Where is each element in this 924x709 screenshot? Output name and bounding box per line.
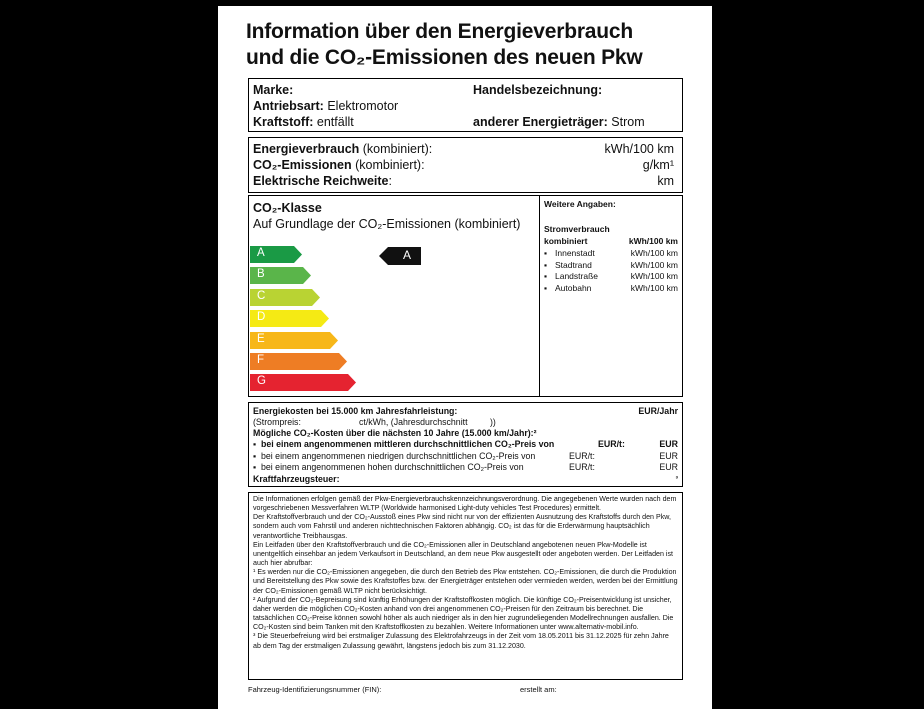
co2-cost-row-unit: EUR/t:: [598, 439, 625, 449]
stromverbrauch-item: [544, 260, 678, 272]
co2-class-bar-f: [250, 353, 348, 370]
vehicle-info-box: [248, 78, 683, 132]
co2-class-bar-label: G: [257, 375, 266, 388]
weitere-angaben-box: [539, 195, 683, 397]
strompreis-label: (Strompreis:: [253, 417, 301, 427]
reichweite-label: Elektrische Reichweite: [253, 174, 389, 188]
co2-class-bar-b: [250, 267, 312, 284]
co2-cost-row-unit: EUR/t:: [569, 450, 595, 461]
co2-class-bar-e: [250, 332, 339, 349]
bullet: ▪: [544, 271, 548, 282]
footnote-2: [253, 596, 678, 633]
anderer-energietraeger-value: Strom: [611, 115, 645, 129]
co2-class-bar-label: A: [257, 247, 265, 259]
co2-class-bar-c: [250, 289, 321, 306]
co2-cost-row-value: EUR: [659, 462, 678, 472]
costs-box: [248, 402, 683, 487]
co2-emissionen-suffix: (kombiniert):: [351, 158, 425, 172]
bullet: ▪: [253, 450, 257, 461]
antriebsart-label: Antriebsart:: [253, 99, 324, 113]
footnote-3: ³ Die Steuerbefreiung wird bei erstmaliger Zulassung des Elektrofahrzeugs in der Zeit vom 18.05.2011 bis 31.12.2025 für zehn Jahre ab dem Tag der erstmaligen Zulassung gewährt, längstens jedoch bis zum 31.12.2030.: [253, 632, 669, 650]
reichweite-suffix: :: [388, 174, 392, 188]
stromverbrauch-item-unit: kWh/100 km: [630, 271, 678, 282]
co2-cost-row-unit: EUR/t:: [569, 462, 595, 472]
energy-label-document: [218, 6, 712, 709]
kraftstoff-value: entfällt: [316, 115, 354, 129]
reichweite-unit: km: [657, 174, 674, 188]
handelsbezeichnung-label: Handelsbezeichnung:: [473, 83, 603, 97]
title-line-1: Information über den Energieverbrauch: [246, 20, 634, 43]
energiekosten-label: Energiekosten bei 15.000 km Jahresfahrleistung:: [253, 406, 458, 416]
co2-cost-row-value: EUR: [659, 450, 678, 461]
co2-class-bar-label: B: [257, 268, 265, 281]
fin-label: Fahrzeug-Identifizierungsnummer (FIN):: [248, 685, 382, 694]
bullet: ▪: [544, 259, 548, 270]
title-line-2: und die CO₂-Emissionen des neuen Pkw: [246, 46, 643, 69]
co2-class-bar-label: D: [257, 311, 266, 324]
erstellt-label: erstellt am:: [520, 685, 557, 694]
marke-label: Marke:: [253, 83, 294, 97]
co2-class-title: CO₂-Klasse: [253, 201, 322, 215]
stromverbrauch-list: [544, 248, 678, 294]
consumption-box: [248, 137, 683, 193]
kfz-steuer-note: ³: [675, 476, 678, 483]
stromverbrauch-item-unit: kWh/100 km: [630, 282, 678, 293]
stromverbrauch-item: [544, 248, 678, 260]
moegliche-co2-kosten-label: Mögliche CO₂-Kosten über die nächsten 10 Jahre (15.000 km/Jahr):²: [253, 428, 537, 438]
co2-cost-row-label: bei einem angenommenen mittleren durchschnittlichen CO₂-Preis von: [261, 439, 555, 449]
stromverbrauch-item: [544, 283, 678, 295]
co2-cost-row-label: bei einem angenommenen hohen durchschnittlichen CO₂-Preis von: [261, 462, 524, 472]
footnote-intro: Die Informationen erfolgen gemäß der Pkw-Energieverbrauchskennzeichnungsverordnung. Die angegebenen Werte wurden nach dem vorgeschriebenen Messverfahren WLTP (Worldwide harmonised Light-duty vehicles Test Procedures) ermittelt.: [253, 495, 677, 513]
footnotes-box: [248, 492, 683, 680]
co2-class-bar-label: F: [257, 354, 265, 366]
bullet: ▪: [253, 462, 257, 472]
footnote-2-c: berechnet. Die tatsächlichen CO₂-Preise können sowohl höher als auch niedriger als in den hier zugrundeliegenden Modellrechnungen ausfallen. Die CO₂-Kosten sind beim Tanken mit den Kraftstoffkosten zu bezahlen. Weitere Informationen unter www.alternativ-mobil.info.: [253, 604, 674, 632]
stromverbrauch-item-unit: kWh/100 km: [630, 248, 678, 258]
current-class-marker: [379, 247, 421, 265]
current-class-label: A: [403, 248, 412, 262]
footnote-leitfaden: Ein Leitfaden über den Kraftstoffverbrauch und die CO₂-Emissionen aller in Deutschland angebotenen neuen Pkw-Modelle ist unentgeltlich einsehbar an jedem Verkaufsort in Deutschland, an dem neue Pkw ausgestellt oder angeboten werden. Der Leitfaden ist auch hier abrufbar:: [253, 540, 673, 568]
stromverbrauch-item-label: Landstraße: [555, 271, 598, 282]
strompreis-close: )): [490, 417, 496, 427]
strompreis-unit: ct/kWh, (Jahresdurchschnitt: [359, 417, 468, 427]
co2-class-box: [248, 195, 540, 397]
stromverbrauch-item: [544, 271, 678, 283]
weitere-angaben-title: Weitere Angaben:: [544, 199, 616, 209]
anderer-energietraeger-label: anderer Energieträger:: [473, 115, 608, 129]
stromverbrauch-item-unit: kWh/100 km: [630, 259, 678, 270]
co2-class-bar-label: C: [257, 289, 266, 302]
energieverbrauch-unit: kWh/100 km: [604, 142, 674, 156]
co2-class-bar-label: E: [257, 332, 265, 345]
stromverbrauch-label: Stromverbrauch: [544, 224, 610, 234]
bullet: ▪: [544, 248, 548, 258]
co2-class-subtitle: Auf Grundlage der CO₂-Emissionen (kombiniert): [253, 217, 521, 231]
bullet: ▪: [253, 439, 257, 449]
co2-cost-row-label: bei einem angenommenen niedrigen durchschnittlichen CO₂-Preis von: [261, 450, 536, 461]
bullet: ▪: [544, 282, 548, 293]
co2-class-bar-a: [250, 246, 303, 263]
stromverbrauch-item-label: Stadtrand: [555, 259, 592, 270]
co2-class-bar-g: [250, 374, 357, 391]
energiekosten-unit: EUR/Jahr: [638, 406, 678, 416]
co2-cost-row-value: EUR: [659, 439, 678, 449]
footnote-2-a: ² Aufgrund der CO₂-Bepreisung sind künftig Erhöhungen der Kraftstoffkosten möglich. Die künftige CO₂-Preisentwicklung ist unsicher, daher werden die möglichen CO₂-Kosten anhand von drei angenommenen CO₂-Preisen für den Zeitraum: [253, 595, 672, 613]
kfz-steuer-label: Kraftfahrzeugsteuer:: [253, 474, 340, 484]
co2-class-bar-d: [250, 310, 330, 327]
kraftstoff-label: Kraftstoff:: [253, 115, 314, 129]
stromverbrauch-item-label: Autobahn: [555, 282, 592, 293]
kombiniert-unit: kWh/100 km: [628, 236, 678, 246]
antriebsart-value: Elektromotor: [327, 99, 399, 113]
footnote-2-b: bis: [585, 604, 595, 613]
co2-emissionen-label: CO₂-Emissionen: [253, 158, 352, 172]
kombiniert-label: kombiniert: [544, 236, 588, 246]
footnote-1: ¹ Es werden nur die CO₂-Emissionen angegeben, die durch den Betrieb des Pkw entstehen. CO₂-Emissionen, die durch die Produktion und Bereitstellung des Pkw sowie des Kraftstoffes bzw. der Energieträger entstehen oder vermieden werden, werden bei der Ermittlung der CO₂-Emissionen gemäß WLTP nicht berücksichtigt.: [253, 568, 678, 595]
energieverbrauch-label: Energieverbrauch: [253, 142, 360, 156]
stromverbrauch-item-label: Innenstadt: [555, 248, 595, 258]
co2-emissionen-unit: g/km¹: [642, 158, 674, 172]
energieverbrauch-suffix: (kombiniert):: [359, 142, 433, 156]
footnote-kraftstoff: Der Kraftstoffverbrauch und der CO₂-Ausstoß eines Pkw sind nicht nur von der effizienten Ausnutzung des Kraftstoffs durch den Pkw, sondern auch vom Fahrstil und anderen nichttechnischen Faktoren abhängig. CO₂ ist das für die Erderwärmung hauptsächlich verantwortliche Treibhausgas.: [253, 513, 671, 540]
